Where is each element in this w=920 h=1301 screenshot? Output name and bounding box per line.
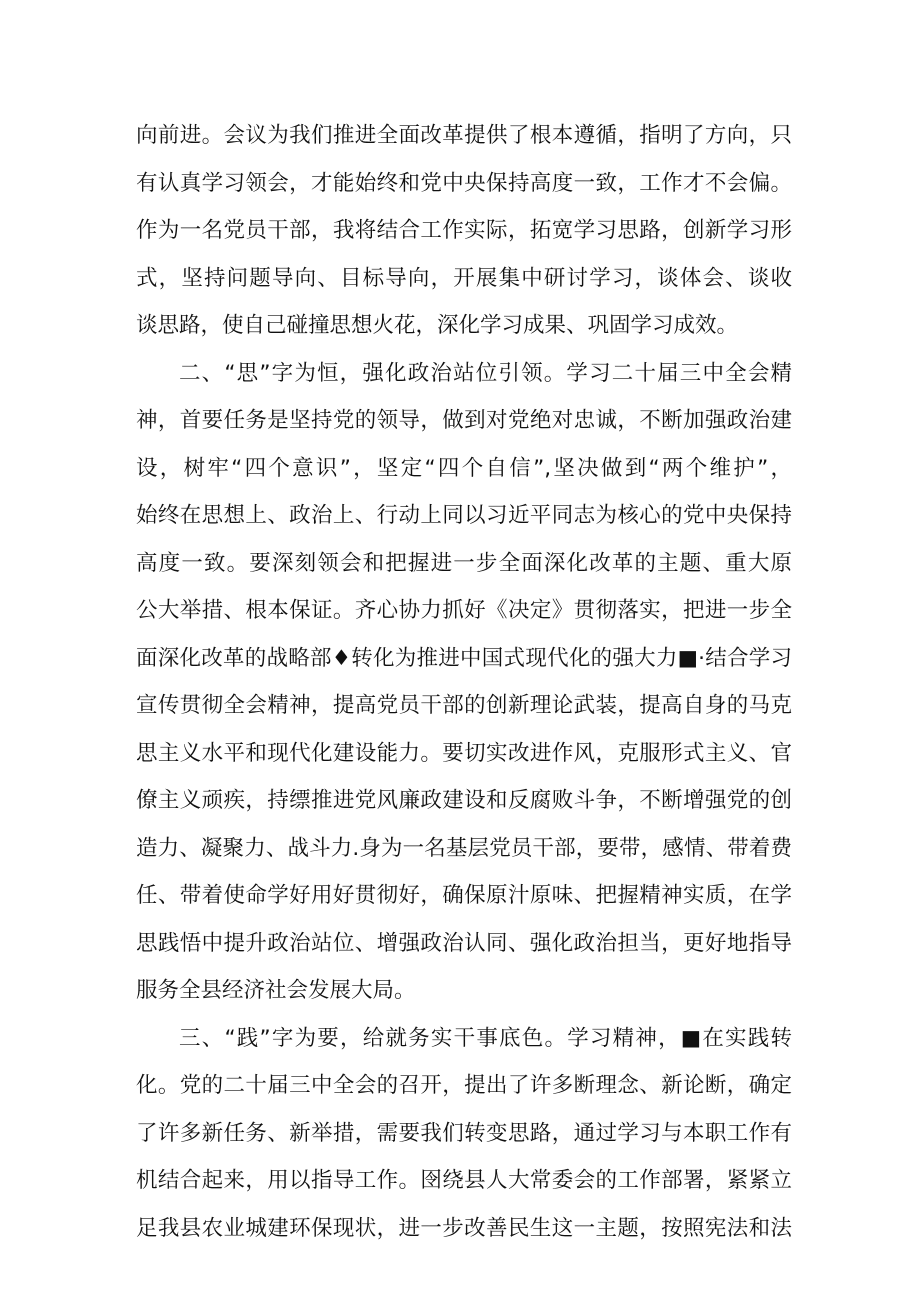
text-line: 了许多新任务、新举措，需要我们转变思路，通过学习与本职工作有 <box>136 1120 792 1146</box>
text-line: 思主义水平和现代化建设能力。要切实改进作风，克服形式主义、官 <box>136 740 792 766</box>
section-heading-line: 二、“思”字为恒，强化政治站位引领。学习二十届三中全会精 <box>179 360 792 386</box>
text-line: 作为一名党员干部，我将结合工作实际，拓宽学习思路，创新学习形 <box>136 218 792 243</box>
text-line: 高度一致。要深刻领会和把握进一步全面深化改革的主题、重大原 <box>136 550 792 576</box>
text-line: 始终在思想上、政治上、行动上同以习近平同志为核心的党中央保持 <box>136 503 792 528</box>
text-line: 服务全县经济社会发展大局。 <box>136 978 416 1003</box>
text-line: 化。党的二十届三中全会的召开，提出了许多断理念、新论断，确定 <box>136 1073 792 1098</box>
section-heading-line: 三、“践”字为要，给就务实干事底色。学习精神，■在实践转 <box>179 1025 792 1051</box>
text-line: 宣传贯彻全会精神，提高党员干部的创新理论武装，提高自身的马克 <box>136 693 792 718</box>
text-line: 机结合起来，用以指导工作。囹绕县人大常委会的工作部署，紧紧立 <box>136 1168 792 1193</box>
text-line: 造力、凝聚力、战斗力.身为一名基层党员干部，要带，感情、带着费 <box>136 835 792 861</box>
paragraph-jian <box>136 1015 792 1253</box>
text-line: 式，坚持问题导向、目标导向，开展集中研讨学习，谈体会、谈收 <box>136 265 792 291</box>
text-line: 神，首要任务是坚持党的领导，做到对党绝对忠诚，不断加强政治建 <box>136 408 792 433</box>
text-line: 谈思路，使自己碰撞思想火花，深化学习成果、巩固学习成效。 <box>136 313 739 338</box>
paragraph-continued <box>136 112 792 350</box>
paragraph-si <box>136 350 792 1015</box>
text-line: 足我县农业城建环保现状，进一步改善民生这一主题，按照宪法和法 <box>136 1215 792 1241</box>
document-body <box>136 112 792 1252</box>
text-line: 公大举措、根本保证。齐心协力抓好《决定》贯彻落实，把进一步全 <box>136 598 792 623</box>
text-line: 设，树牢“四个意识”，坚定“四个自信”,坚决做到“两个维护”， <box>136 455 792 481</box>
text-line: 任、带着使命学好用好贯彻好，确保原汁原味、把握精神实质，在学 <box>136 883 792 908</box>
text-line: 僚主义顽疾，持缥推进党风廉政建设和反腐败斗争，不断增强党的创 <box>136 788 792 813</box>
text-line: 思践悟中提升政治站位、增强政治认同、强化政治担当，更好地指导 <box>136 930 792 956</box>
text-line: 面深化改革的战略部♦转化为推进中国式现代化的强大力■·结合学习 <box>136 645 792 671</box>
text-line: 有认真学习领会，才能始终和党中央保持高度一致，工作才不会偏。 <box>136 170 792 196</box>
text-line: 向前进。会议为我们推进全面改革提供了根本遵循，指明了方向，只 <box>136 123 792 148</box>
